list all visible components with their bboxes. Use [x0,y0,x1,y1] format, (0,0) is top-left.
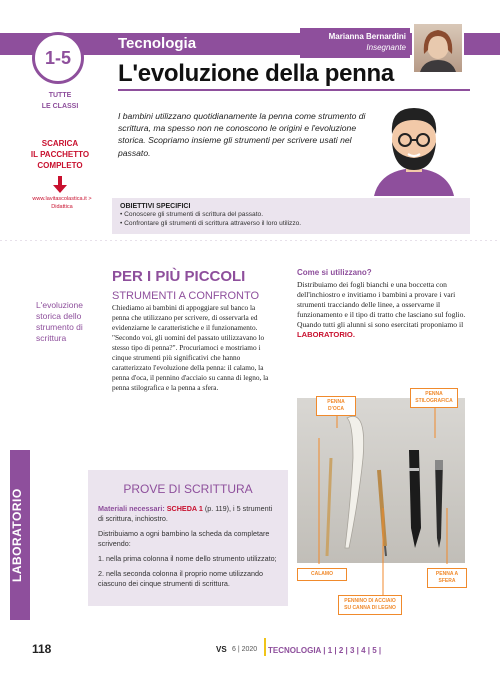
author-name: Marianna Bernardini [328,32,406,41]
prove-step-1: 1. nella prima colonna il nome dello strumento utilizzato; [98,554,277,563]
scheda-link: SCHEDA 1 [166,504,203,513]
arrow-down-icon [52,176,68,194]
classes-line-1: TUTTE [48,92,72,99]
subject-title: Tecnologia [118,35,197,52]
tag-penna-oca: PENNA D'OCA [316,396,356,416]
objective-item: • Confrontare gli strumenti di scrittura attraverso il loro utilizzo. [120,220,302,227]
lab-accent: LABORATORIO. [297,330,355,339]
author-role: Insegnante [366,43,406,52]
prove-box [88,470,288,606]
dotted-divider [0,240,500,241]
section-subtitle: STRUMENTI A CONFRONTO [112,290,260,302]
usage-question: Come si utilizzano? [297,268,372,277]
objectives-title: OBIETTIVI SPECIFICI [120,203,191,210]
grade-badge: 1-5 [32,32,84,84]
tag-penna-stilografica: PENNA STILOGRAFICA [410,388,458,408]
section-text: Chiediamo ai bambini di appoggiare sul banco la penna che utilizzano per scrivere, di osservarla ed evidenziarne le caratteristiche e il funzionamento. "Secondo voi, gli uomini del passato utilizzavano lo stesso tipo di penna?". Procuriamoci e mostriamo i cinque strumenti più significativi che hanno caratterizzato l'evoluzione della penna: il calamo, la penna d'oca, il pennino d'acciaio su canna di legno, la penna stilografica e la penna a sfera. [112,303,269,392]
materials-text [98,504,278,524]
tag-pennino-acciaio: PENNINO DI ACCIAIO SU CANNA DI LEGNO [338,595,402,615]
download-line-1: SCARICA [41,139,79,148]
objectives-box [112,198,470,234]
section-title: PER I PIÙ PICCOLI [112,268,246,285]
download-link[interactable] [12,195,112,211]
materials-label: Materiali necessari: [98,504,165,513]
objective-item: • Conoscere gli strumenti di scrittura del passato. [120,211,264,218]
download-line-3: COMPLETO [37,161,83,170]
page-title: L'evoluzione della penna [118,60,394,87]
prove-paragraph: Distribuiamo a ogni bambino la scheda da completare scrivendo: [98,529,270,548]
intro-text: I bambini utilizzano quotidianamente la penna come strumento di scrittura, ma spesso non ne conoscono le origini e l'evoluzione storica. Scopriamo insieme gli strumenti per scrivere usati nel passato. [118,111,366,158]
download-link-line-2: Didattica [51,204,73,210]
download-label[interactable] [20,138,100,171]
usage-text-body: Distribuiamo dei fogli bianchi e una boccetta con dell'inchiostro e invitiamo i bambini a provare i vari strumenti tracciando delle linee, a osservarne il funzionamento e il tipo di tratto che lasciano sul foglio. Quando tutti gli alunni si sono esercitati proponiamo il [297,280,466,329]
magazine-logo: VS [216,645,227,654]
tag-calamo: CALAMO [297,568,347,581]
author-box [300,28,410,58]
side-label: L'evoluzione storica dello strumento di scrittura [36,300,83,343]
teacher-illustration [360,100,468,196]
download-link-line-1: www.lavitascolastica.it > [32,196,92,202]
usage-text [297,280,472,340]
portrait-icon [414,24,462,72]
title-underline [118,89,470,91]
laboratorio-tab: LABORATORIO [10,450,30,620]
footer-separator [264,638,266,656]
author-photo [412,22,464,74]
materials-rest: (p. 119), i 5 strumenti di scrittura, inchiostro. [98,504,273,523]
prove-title: PROVE DI SCRITTURA [123,482,253,496]
footer-nav[interactable]: TECNOLOGIA | 1 | 2 | 3 | 4 | 5 | [268,646,382,655]
page-number: 118 [32,642,52,656]
classes-label [20,90,100,112]
download-line-2: IL PACCHETTO [30,150,90,159]
tag-penna-sfera: PENNA A SFERA [427,568,467,588]
prove-step-2: 2. nella seconda colonna il proprio nome utilizzando ciascuno dei cinque strumenti di scrittura. [98,569,264,588]
magazine-issue: 6 | 2020 [232,646,258,653]
classes-line-2: LE CLASSI [41,103,79,110]
